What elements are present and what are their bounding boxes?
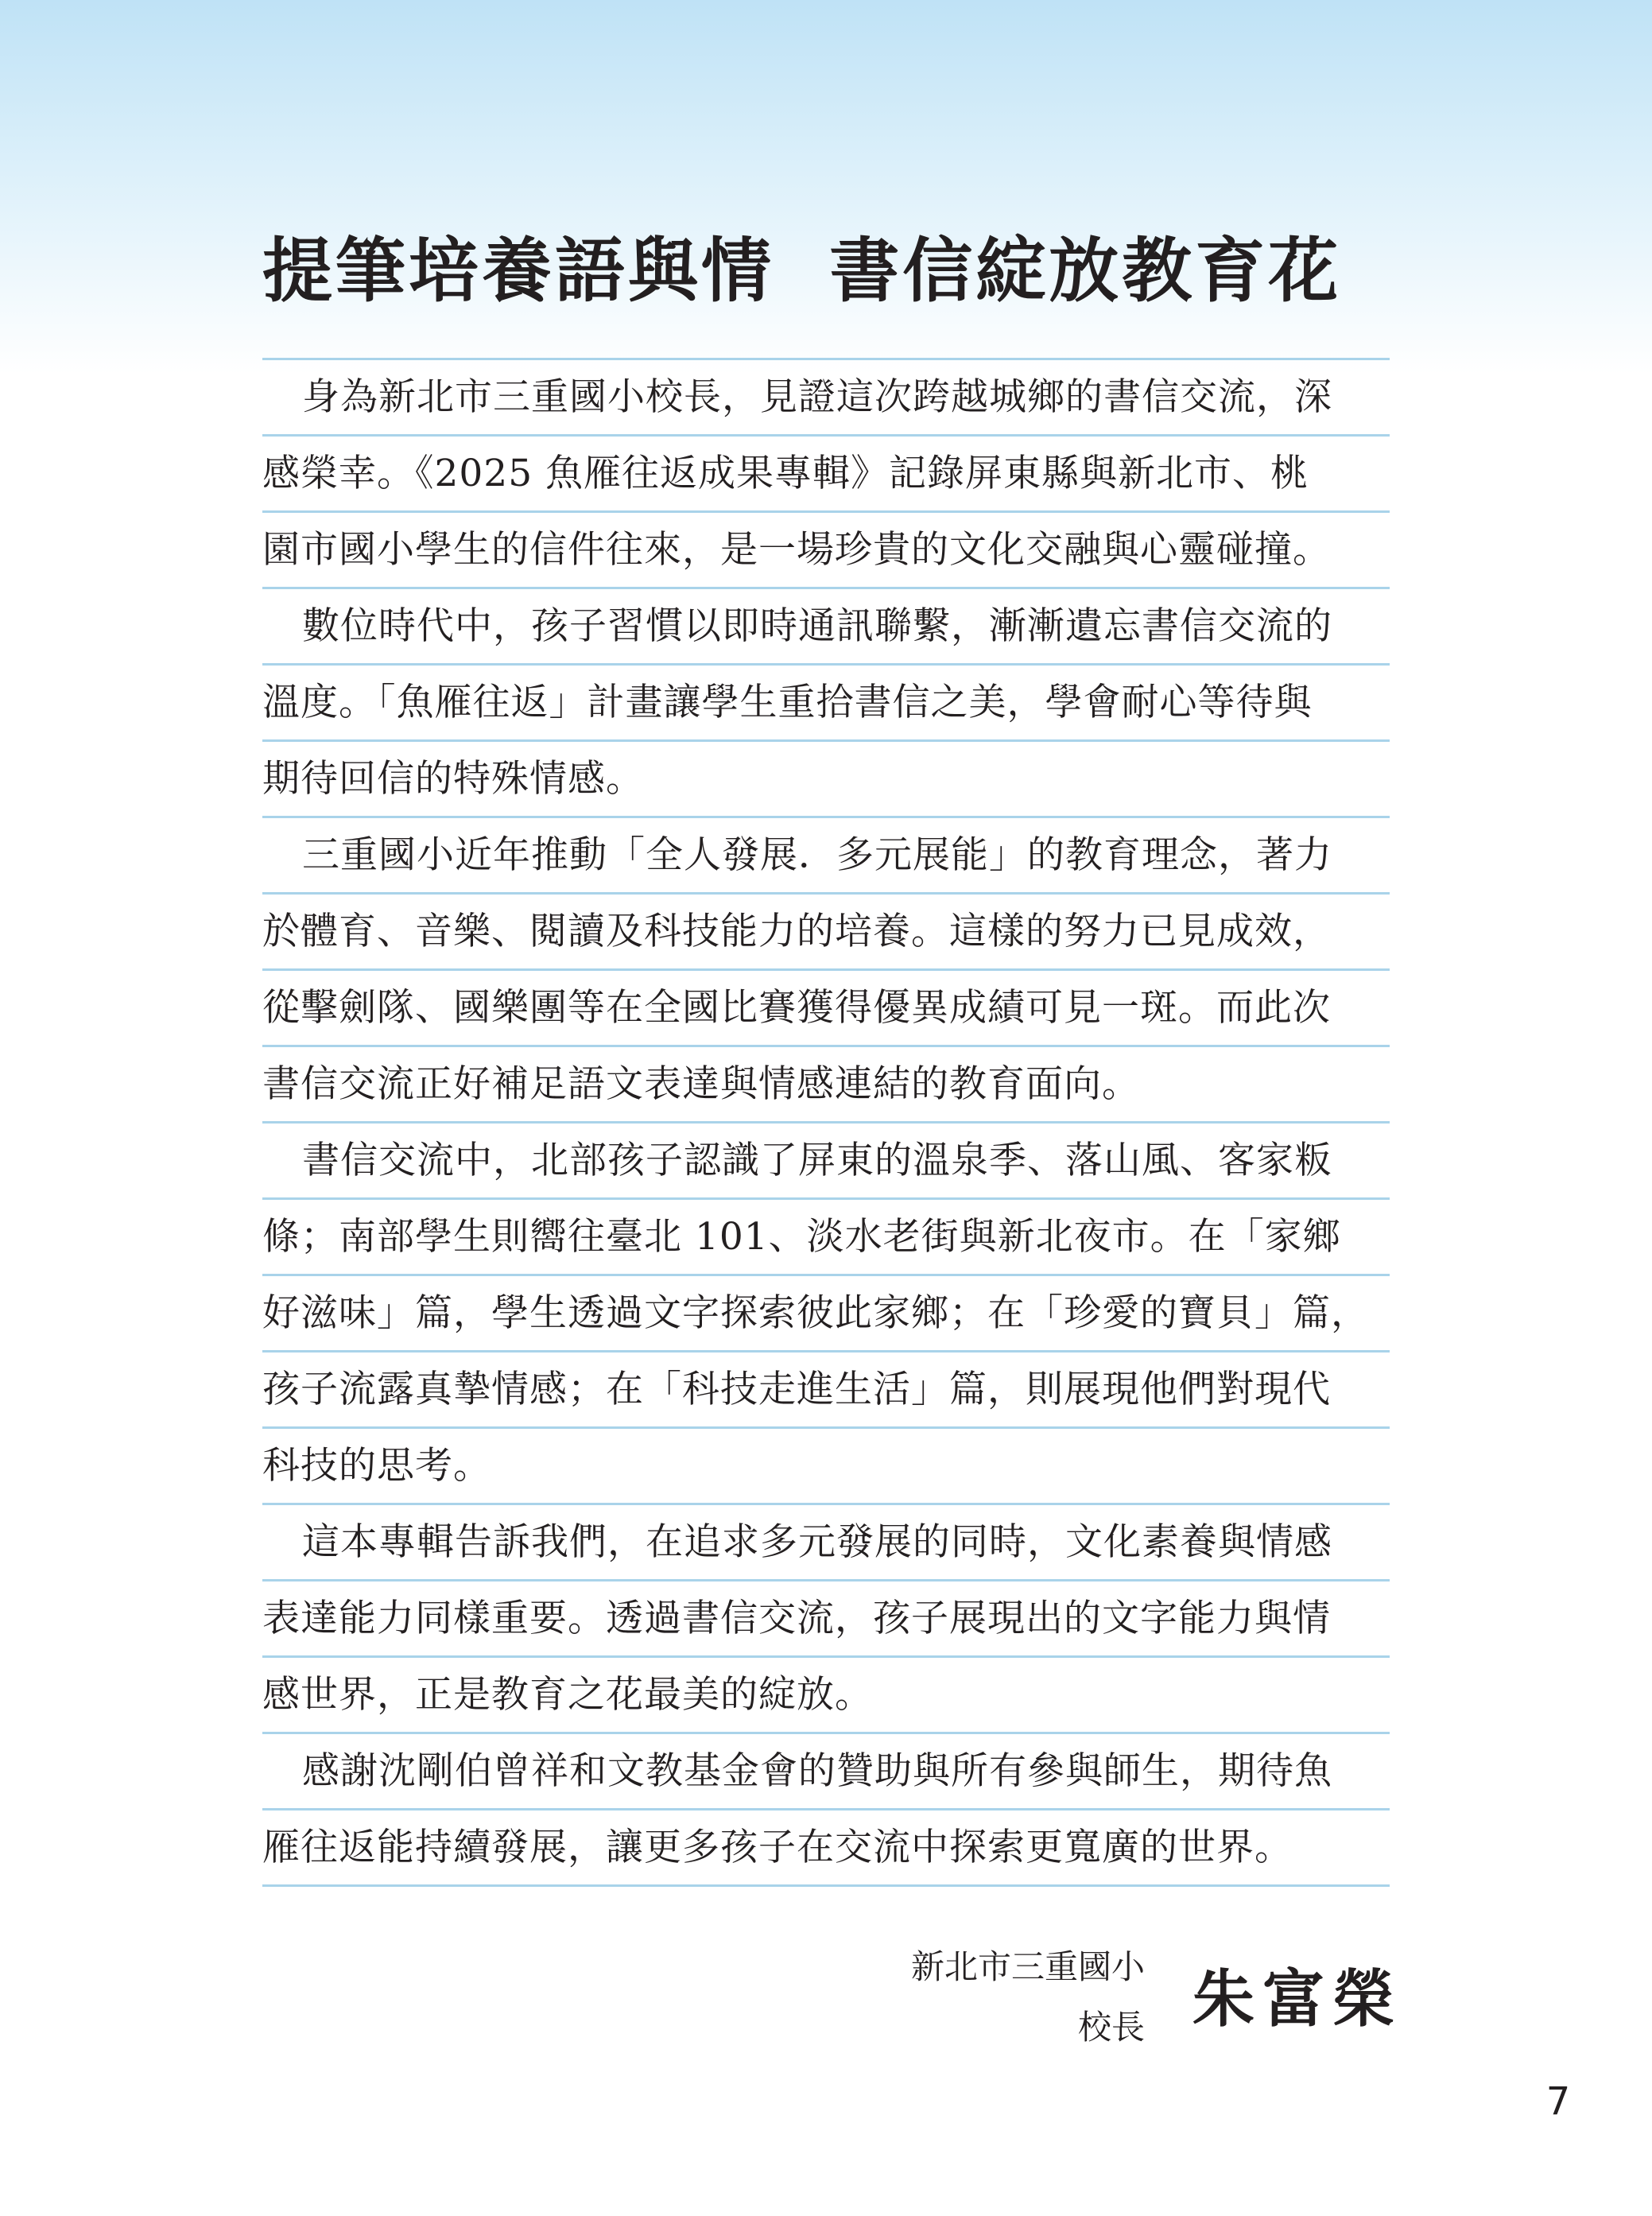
text-line: 溫度。「魚雁往返」計畫讓學生重拾書信之美，學會耐心等待與 bbox=[262, 666, 1390, 742]
text-line: 三重國小近年推動「全人發展．多元展能」的教育理念，著力 bbox=[262, 818, 1390, 895]
page-number: 7 bbox=[1545, 2079, 1571, 2124]
text-line: 這本專輯告訴我們，在追求多元發展的同時，文化素養與情感 bbox=[262, 1505, 1390, 1581]
text-line: 期待回信的特殊情感。 bbox=[262, 742, 1390, 818]
text-line: 書信交流中，北部孩子認識了屏東的溫泉季、落山風、客家粄 bbox=[262, 1124, 1390, 1200]
text-line: 感榮幸。《2025 魚雁往返成果專輯》記錄屏東縣與新北市、桃 bbox=[262, 437, 1390, 513]
signature-organization: 新北市三重國小 bbox=[910, 1947, 1145, 1986]
text-line: 從擊劍隊、國樂團等在全國比賽獲得優異成績可見一斑。而此次 bbox=[262, 971, 1390, 1047]
text-line: 孩子流露真摯情感；在「科技走進生活」篇，則展現他們對現代 bbox=[262, 1352, 1390, 1429]
text-line: 條；南部學生則嚮往臺北 101、淡水老街與新北夜市。在「家鄉 bbox=[262, 1200, 1390, 1276]
text-line: 感謝沈剛伯曾祥和文教基金會的贊助與所有參與師生，期待魚 bbox=[262, 1734, 1390, 1810]
text-line: 於體育、音樂、閱讀及科技能力的培養。這樣的努力已見成效， bbox=[262, 895, 1390, 971]
text-line: 科技的思考。 bbox=[262, 1429, 1390, 1505]
text-line: 好滋味」篇，學生透過文字探索彼此家鄉；在「珍愛的寶貝」篇， bbox=[262, 1276, 1390, 1352]
text-line: 表達能力同樣重要。透過書信交流，孩子展現出的文字能力與情 bbox=[262, 1581, 1390, 1658]
letter-body bbox=[262, 358, 1390, 1887]
text-line: 書信交流正好補足語文表達與情感連結的教育面向。 bbox=[262, 1047, 1390, 1124]
text-line: 雁往返能持續發展，讓更多孩子在交流中探索更寬廣的世界。 bbox=[262, 1810, 1390, 1887]
page-title: 提筆培養語與情 書信綻放教育花 bbox=[262, 229, 1342, 312]
text-line: 身為新北市三重國小校長，見證這次跨越城鄉的書信交流，深 bbox=[262, 360, 1390, 437]
signature-name: 朱富榮 bbox=[1192, 1963, 1403, 2036]
text-line: 感世界，正是教育之花最美的綻放。 bbox=[262, 1658, 1390, 1734]
text-line: 數位時代中，孩子習慣以即時通訊聯繫，漸漸遺忘書信交流的 bbox=[262, 589, 1390, 666]
text-line: 園市國小學生的信件往來，是一場珍貴的文化交融與心靈碰撞。 bbox=[262, 513, 1390, 589]
signature-title: 校長 bbox=[1077, 2008, 1145, 2047]
header-gradient-band bbox=[0, 0, 1652, 374]
